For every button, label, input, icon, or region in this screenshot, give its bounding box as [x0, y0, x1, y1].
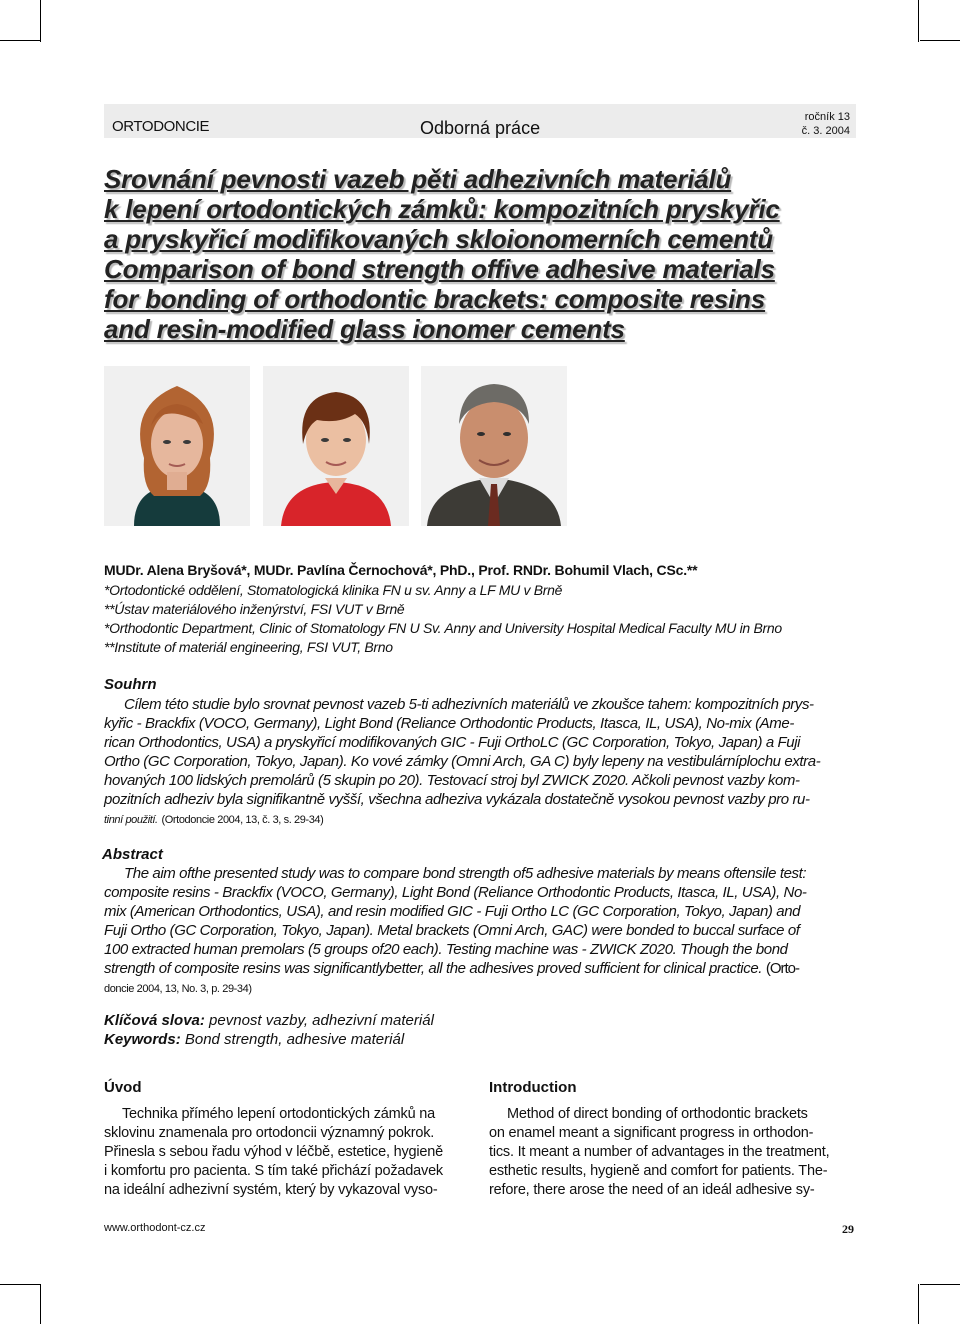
souhrn-line: pozitních adheziv byla signifikantně vyšší, všechna adheziva vykázala dostatečně vysokou pevnost vazby pro ru- — [104, 791, 810, 808]
souhrn-citation: (Ortodoncie 2004, 13, č. 3, s. 29-34) — [161, 814, 324, 826]
keywords-en-value: Bond strength, adhesive materiál — [180, 1031, 405, 1048]
crop-mark — [0, 1284, 40, 1285]
author-list: MUDr. Alena Bryšová*, MUDr. Pavlína Černochová*, PhD., Prof. RNDr. Bohumil Vlach, CSc.** — [104, 562, 698, 578]
abstract-line: The aim ofthe presented study was to compare bond strength of5 adhesive materials by means oftensile test: — [124, 865, 807, 882]
intro-en-line: refore, there arose the need of an ideál adhesive sy- — [489, 1182, 815, 1198]
intro-cz-line: Technika přímého lepení ortodontických zámků na — [122, 1106, 435, 1122]
keywords-cz-label: Klíčová slova: — [104, 1012, 205, 1029]
abstract-line: mix (American Orthodontics, USA), and resin modified GIC - Fuji Ortho LC (GC Corporation, Tokyo, Japan) and — [104, 903, 801, 920]
souhrn-line: Cílem této studie bylo srovnat pevnost vazeb 5-ti adhezivních materiálů ve zkoušce tahem: kompozitních prys- — [124, 696, 814, 713]
intro-en-line: Method of direct bonding of orthodontic brackets — [507, 1106, 808, 1122]
intro-cz-line: Přinesla s sebou řadu výhod v léčbě, estetice, hygieně — [104, 1144, 444, 1160]
crop-mark — [920, 1284, 960, 1285]
article-title — [104, 164, 864, 344]
affiliation: *Ortodontické oddělení, Stomatologická klinika FN u sv. Anny a LF MU v Brně — [104, 582, 563, 598]
crop-mark — [40, 1284, 41, 1324]
keywords-cz-value: pevnost vazby, adhezivní materiál — [204, 1012, 434, 1029]
keywords-en — [104, 1031, 404, 1048]
abstract-citation: doncie 2004, 13, No. 3, p. 29-34) — [104, 983, 252, 995]
title-cz-line: Srovnání pevnosti vazeb pěti adhezivních materiálů — [104, 164, 732, 194]
abstract-citation: (Orto- — [765, 960, 799, 977]
crop-mark — [918, 1284, 919, 1324]
souhrn-line: hovaných 100 lidských premolárů (5 skupin po 20). Testovací stroj byl ZWICK Z020. Ačkoli pevnost vazby kom- — [104, 772, 800, 789]
abstract-line: strength of composite resins was significantlybetter, all the adhesives proved sufficient for clinical practice. — [104, 960, 763, 977]
affiliation: **Institute of materiál engineering, FSI VUT, Brno — [104, 639, 393, 655]
souhrn-line: kyřic - Brackfix (VOCO, Germany), Light Bond (Reliance Orthodontic Products, Itasca, IL, USA), No-mix (Ame- — [104, 715, 794, 732]
intro-cz-text — [104, 1105, 474, 1200]
author-photo-3 — [421, 366, 567, 526]
intro-en-line: on enamel meant a significant progress in orthodon- — [489, 1125, 814, 1141]
abstract-heading: Abstract — [102, 846, 163, 863]
souhrn-line: Ortho (GC Corporation, Tokyo, Japan). Ko vové zámky (Omni Arch, GA C) byly lepeny na vestibulárníplochu extra- — [104, 753, 821, 770]
keywords-cz — [104, 1012, 434, 1029]
affiliation: *Orthodontic Department, Clinic of Stomatology FN U Sv. Anny and University Hospital Medical Faculty MU in Brno — [104, 620, 782, 636]
volume: ročník 13 — [804, 111, 850, 123]
intro-en-heading: Introduction — [489, 1079, 577, 1096]
intro-en-line: tics. It meant a number of advantages in the treatment, — [489, 1144, 830, 1160]
intro-cz-heading: Úvod — [104, 1079, 142, 1096]
souhrn-line: rican Orthodontics, USA) a pryskyřicí modifikovaných GIC - Fuji OrthoLC (GC Corporation, Tokyo, Japan) a Fuji — [104, 734, 801, 751]
souhrn-last-line: tinní použití. — [104, 814, 158, 826]
title-cz-line: k lepení ortodontických zámků: kompozitních pryskyřic — [104, 194, 780, 224]
title-cz-line: a pryskyřicí modifikovaných skloionomerních cementů — [104, 224, 773, 254]
affiliation: **Ústav materiálového inženýrství, FSI VUT v Brně — [104, 601, 405, 617]
page-number: 29 — [842, 1222, 854, 1236]
issue: č. 3. 2004 — [801, 125, 850, 137]
article-category: Odborná práce — [420, 118, 541, 138]
intro-cz-line: na ideální adhezivní systém, který by vykazoval vyso- — [104, 1182, 438, 1198]
abstract-line: Fuji Ortho (GC Corporation, Tokyo, Japan). Metal brackets (Omni Arch, GAC) were bonded to buccal surface of — [104, 922, 800, 939]
journal-section: ORTODONCIE — [112, 118, 210, 135]
journal-header — [104, 104, 856, 138]
crop-mark — [0, 40, 40, 41]
author-photo-2 — [263, 366, 409, 526]
title-en-line: for bonding of orthodontic brackets: composite resins — [104, 284, 766, 314]
abstract-line: 100 extracted human premolars (5 groups of20 each). Testing machine was - ZWICK Z020. Though the bond — [104, 941, 788, 958]
intro-cz-line: sklovinu znamenala pro ortodoncii významný pokrok. — [104, 1125, 435, 1141]
keywords-en-label: Keywords: — [104, 1031, 181, 1048]
abstract-text — [104, 864, 874, 999]
intro-en-line: esthetic results, hygieně and comfort for patients. The- — [489, 1163, 828, 1179]
souhrn-heading: Souhrn — [104, 676, 157, 693]
abstract-line: composite resins - Brackfix (VOCO, Germany), Light Bond (Reliance Orthodontic Products, Itasca, IL, USA), No- — [104, 884, 807, 901]
title-en-line: Comparison of bond strength offive adhesive materials — [104, 254, 775, 284]
crop-mark — [918, 0, 919, 42]
crop-mark — [40, 0, 41, 42]
crop-mark — [920, 40, 960, 41]
title-en-line: and resin-modified glass ionomer cements — [104, 314, 625, 344]
souhrn-text — [104, 695, 874, 830]
issue-info — [802, 110, 850, 138]
intro-cz-line: i komfortu pro pacienta. S tím také přichází požadavek — [104, 1163, 443, 1179]
author-photo-1 — [104, 366, 250, 526]
footer-url-link[interactable]: www.orthodont-cz.cz — [104, 1222, 206, 1234]
intro-en-text — [489, 1105, 859, 1200]
